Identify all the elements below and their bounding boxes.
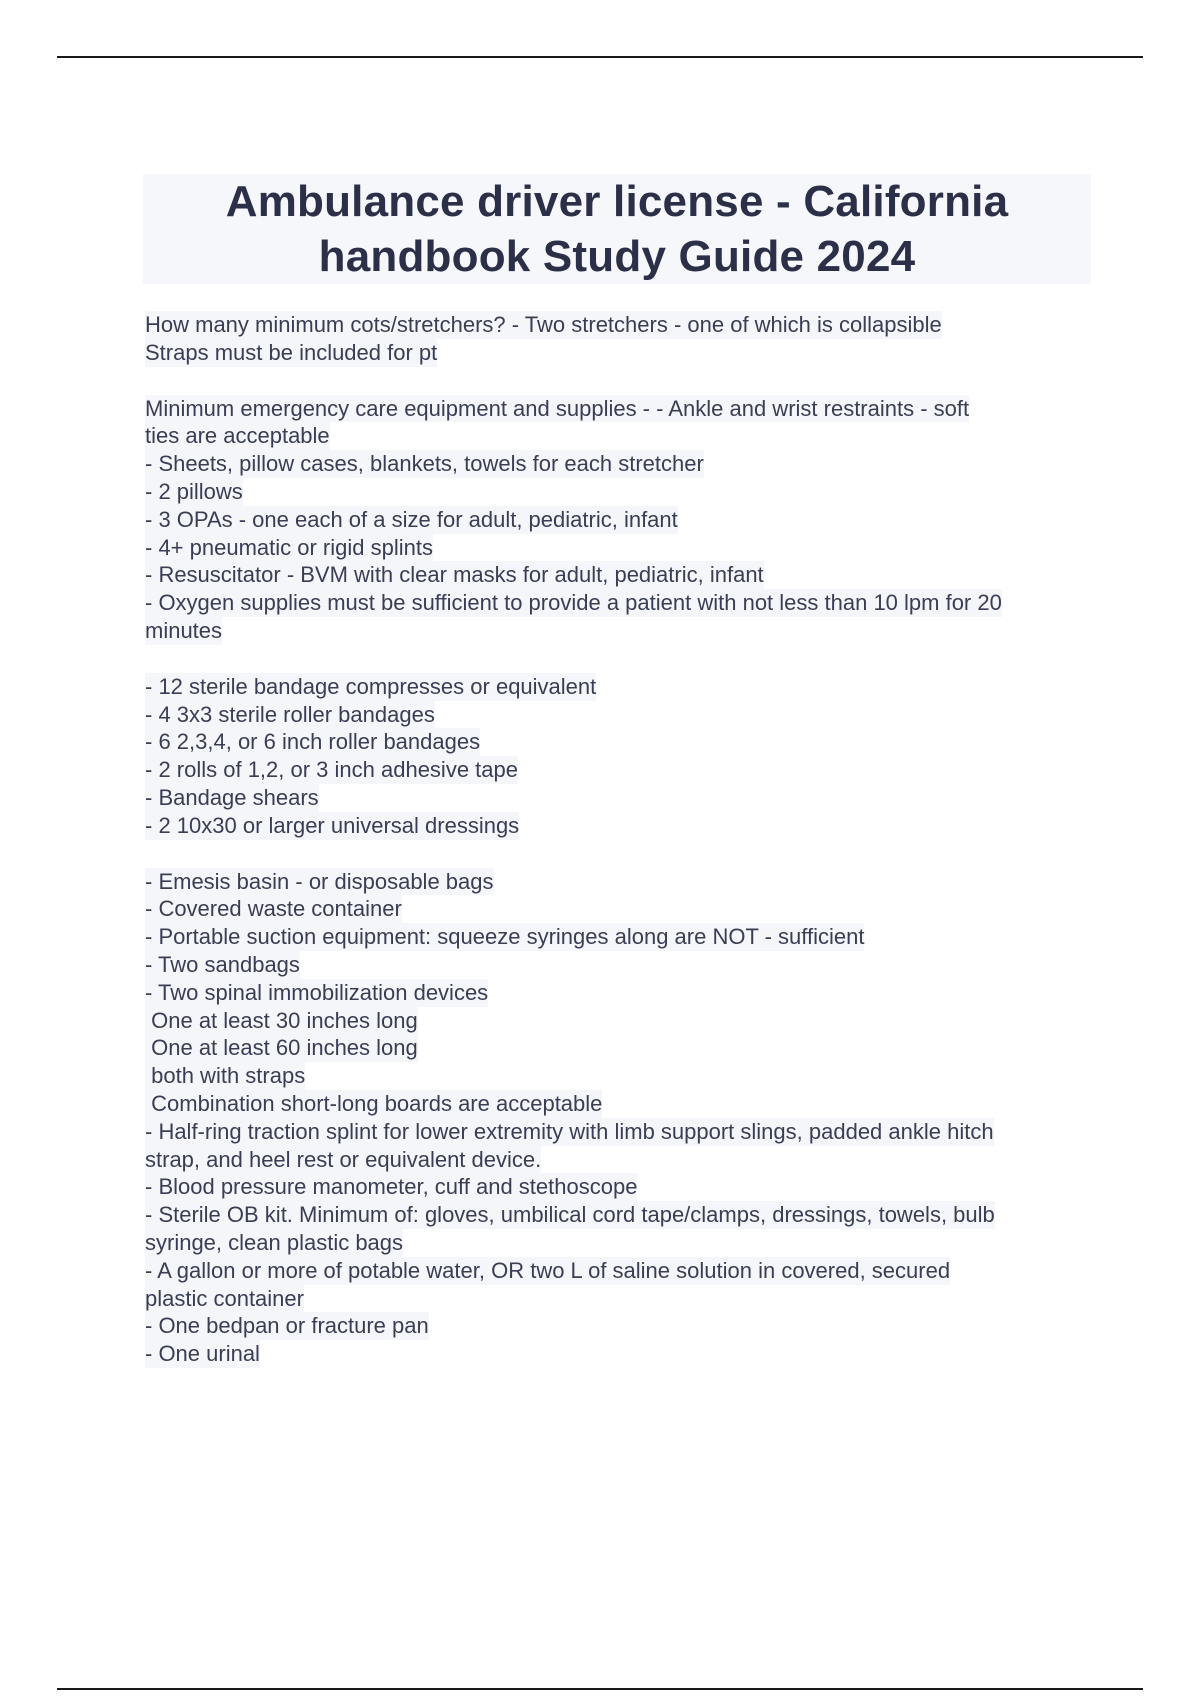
text-line: ties are acceptable (145, 423, 330, 449)
text-line: How many minimum cots/stretchers? - Two stretchers - one of which is collapsible (145, 312, 942, 337)
text-line: - Covered waste container (145, 896, 402, 922)
text-line: - 2 10x30 or larger universal dressings (145, 812, 520, 838)
text-line: - Half-ring traction splint for lower extremity with limb support slings, padded ankle hitch (145, 1118, 994, 1144)
text-line: - Bandage shears (145, 784, 319, 810)
text-line: Straps must be included for pt (145, 339, 438, 365)
text-line: both with straps (145, 1063, 306, 1089)
text-line: minutes (145, 617, 223, 643)
text-line: - Portable suction equipment: squeeze syringes along are NOT - sufficient (145, 924, 865, 950)
text-line: syringe, clean plastic bags (145, 1229, 404, 1255)
text-line: - Oxygen supplies must be sufficient to provide a patient with not less than 10 lpm for 20 (145, 590, 1002, 616)
title-line-1: Ambulance driver license - California (225, 177, 1009, 226)
text-line: Combination short-long boards are acceptable (145, 1090, 603, 1116)
text-line: - 2 rolls of 1,2, or 3 inch adhesive tape (145, 757, 518, 783)
text-line: - Resuscitator - BVM with clear masks for adult, pediatric, infant (145, 562, 764, 588)
paragraph-bandages (145, 673, 1095, 840)
paragraph-emergency-equipment (145, 395, 1095, 645)
text-line: - 3 OPAs - one each of a size for adult, pediatric, infant (145, 506, 678, 532)
title-line-2: handbook Study Guide 2024 (318, 232, 916, 281)
paragraph-additional-supplies (145, 868, 1095, 1368)
top-divider (57, 56, 1143, 58)
text-line: - 2 pillows (145, 478, 243, 504)
document-title (226, 174, 1009, 284)
text-line: - A gallon or more of potable water, OR two L of saline solution in covered, secured (145, 1257, 951, 1283)
title-banner (143, 174, 1091, 284)
text-line: - One bedpan or fracture pan (145, 1313, 429, 1339)
bottom-divider (57, 1688, 1143, 1690)
text-line: Minimum emergency care equipment and supplies - - Ankle and wrist restraints - soft (145, 395, 970, 421)
text-line: - Sterile OB kit. Minimum of: gloves, umbilical cord tape/clamps, dressings, towels, bulb (145, 1202, 995, 1228)
text-line: - One urinal (145, 1341, 260, 1367)
text-line: - Sheets, pillow cases, blankets, towels for each stretcher (145, 451, 704, 477)
text-line: - 4+ pneumatic or rigid splints (145, 534, 433, 560)
text-line: plastic container (145, 1285, 304, 1311)
text-line: - Blood pressure manometer, cuff and stethoscope (145, 1174, 638, 1200)
text-line: - Emesis basin - or disposable bags (145, 868, 494, 894)
text-line: - Two sandbags (145, 951, 300, 977)
text-line: One at least 30 inches long (145, 1007, 418, 1033)
text-line: - 12 sterile bandage compresses or equivalent (145, 673, 597, 699)
text-line: One at least 60 inches long (145, 1035, 418, 1061)
text-line: - 6 2,3,4, or 6 inch roller bandages (145, 729, 481, 755)
document-body (145, 311, 1095, 1396)
text-line: - 4 3x3 sterile roller bandages (145, 701, 435, 727)
text-line: strap, and heel rest or equivalent device. (145, 1146, 542, 1172)
paragraph-stretchers (145, 311, 1095, 367)
text-line: - Two spinal immobilization devices (145, 979, 489, 1005)
